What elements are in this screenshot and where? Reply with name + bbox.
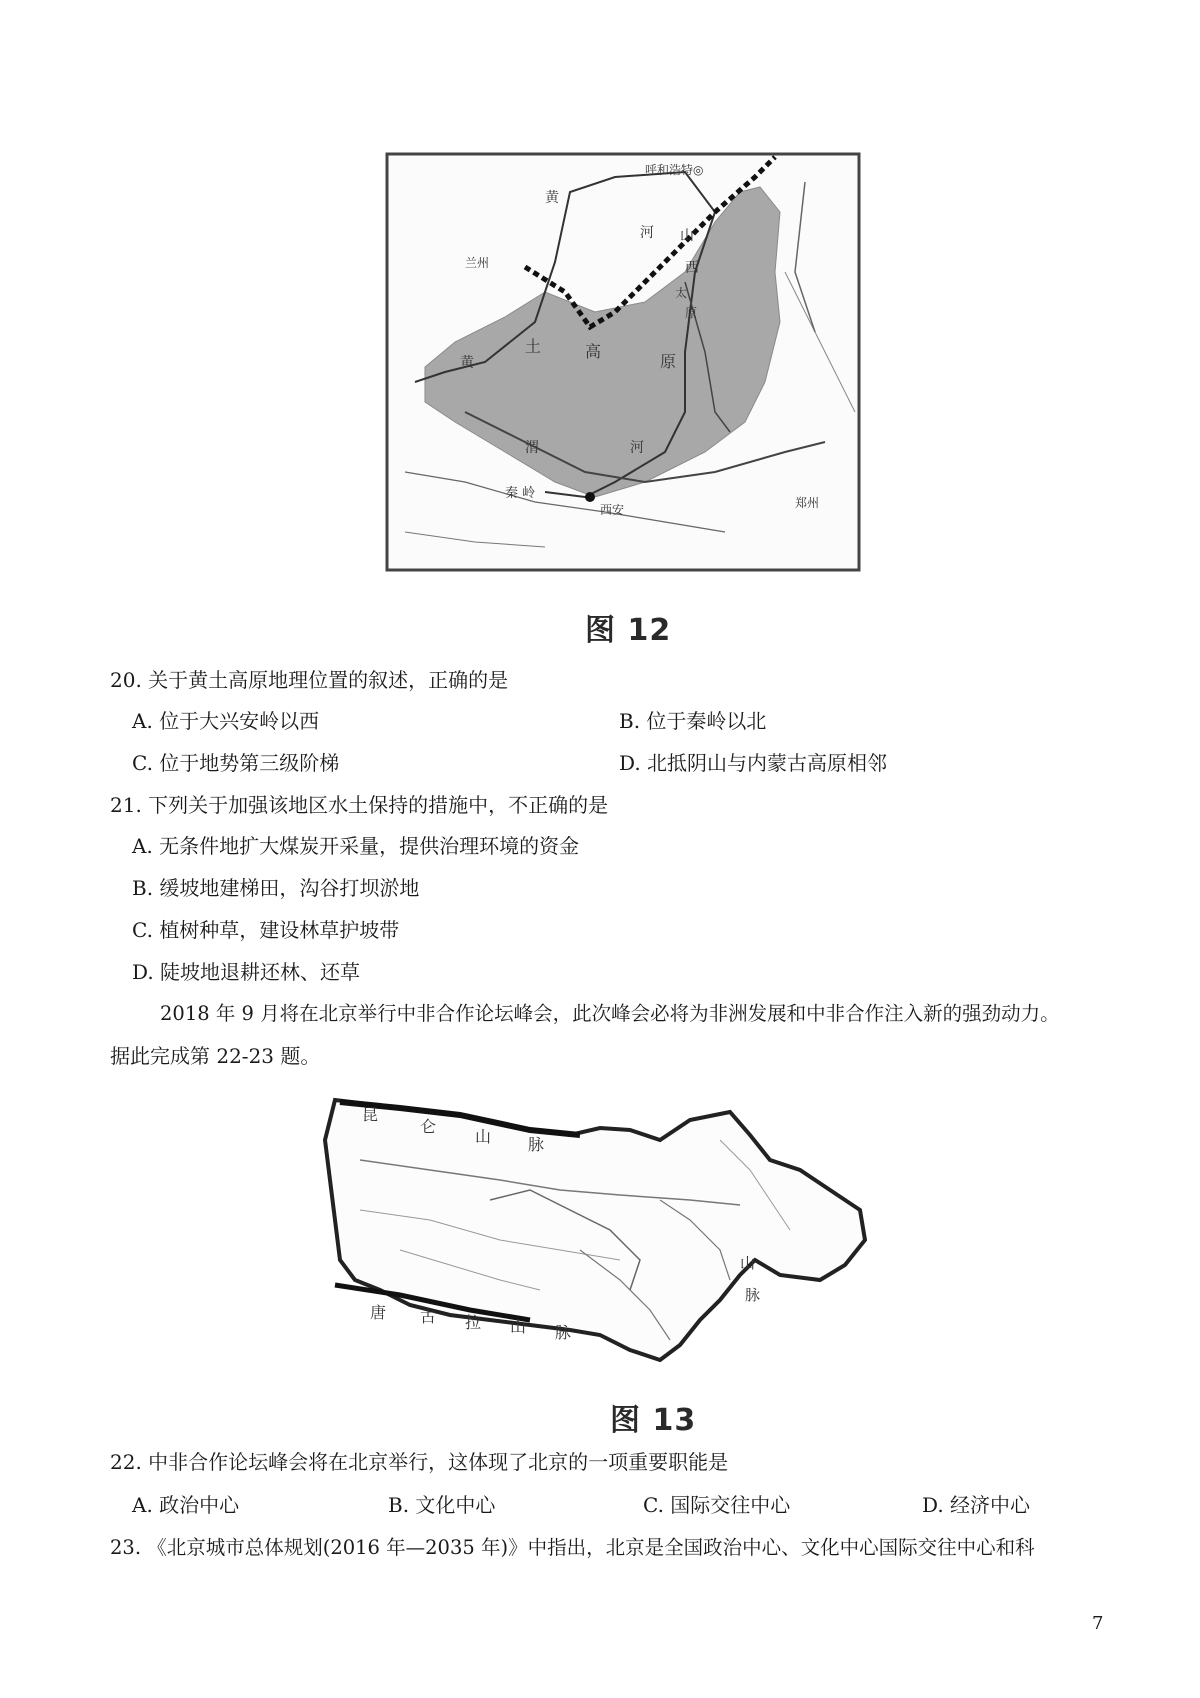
- label-lun: 仑: [420, 1117, 437, 1136]
- figure-12-caption: 图 12: [585, 613, 672, 648]
- intro-line-2: 据此完成第 22-23 题。: [110, 1044, 321, 1068]
- question-20-option-c: C. 位于地势第三级阶梯: [132, 751, 340, 775]
- page-number: 7: [1092, 1613, 1104, 1634]
- label-kun: 昆: [362, 1105, 379, 1124]
- label-yuan: 原: [685, 306, 698, 320]
- label-la: 拉: [465, 1313, 482, 1332]
- label-huang: 黄: [545, 190, 559, 206]
- label-tai: 太: [675, 286, 688, 300]
- label-huang2: 黄: [460, 355, 474, 371]
- label-shan1: 山: [475, 1127, 492, 1146]
- question-22-stem: 22. 中非合作论坛峰会将在北京举行，这体现了北京的一项重要职能是: [110, 1450, 729, 1474]
- label-qinling: 秦 岭: [505, 486, 536, 501]
- question-21-option-b: B. 缓坡地建梯田，沟谷打坝淤地: [132, 876, 420, 900]
- intro-line-1: 2018 年 9 月将在北京举行中非合作论坛峰会，此次峰会必将为非洲发展和中非合作注入新的强劲动力。: [160, 1002, 1060, 1025]
- label-he: 河: [640, 225, 654, 241]
- question-20-option-d: D. 北抵阴山与内蒙古高原相邻: [619, 751, 888, 775]
- figure-13-map: [300, 1090, 920, 1390]
- figure-12-map: [385, 152, 861, 572]
- question-22-option-d: D. 经济中心: [922, 1493, 1031, 1517]
- label-shan: 山: [680, 228, 694, 244]
- label-he2: 河: [630, 440, 644, 456]
- label-mai3: 脉: [745, 1286, 761, 1304]
- label-shan2: 山: [510, 1317, 527, 1336]
- question-21-option-a: A. 无条件地扩大煤炭开采量，提供治理环境的资金: [132, 834, 580, 858]
- label-lanzhou: 兰州: [465, 256, 490, 270]
- label-zhengzhou: 郑州: [795, 496, 820, 510]
- question-20-stem: 20. 关于黄土高原地理位置的叙述，正确的是: [110, 668, 509, 692]
- question-22-option-c: C. 国际交往中心: [643, 1493, 791, 1517]
- label-shan3: 山: [740, 1254, 756, 1272]
- question-22-option-b: B. 文化中心: [388, 1493, 496, 1517]
- label-wei: 渭: [525, 440, 539, 456]
- label-gao: 高: [585, 342, 602, 361]
- question-22-option-a: A. 政治中心: [132, 1493, 240, 1517]
- label-gu: 古: [420, 1307, 437, 1326]
- question-23-stem: 23. 《北京城市总体规划(2016 年—2035 年)》中指出，北京是全国政治中心、文化中心国际交往中心和科: [110, 1536, 1035, 1559]
- label-yuan2: 原: [660, 352, 677, 371]
- question-20-option-b: B. 位于秦岭以北: [619, 709, 767, 733]
- question-21-stem: 21. 下列关于加强该地区水土保持的措施中，不正确的是: [110, 793, 609, 817]
- label-hohhot: 呼和浩特◎: [645, 163, 704, 177]
- label-tang: 唐: [370, 1303, 387, 1322]
- label-tu: 土: [525, 337, 542, 356]
- plateau-outline: [325, 1100, 865, 1360]
- question-20-option-a: A. 位于大兴安岭以西: [132, 709, 320, 733]
- figure-13-caption: 图 13: [610, 1403, 697, 1438]
- label-xi: 西: [685, 260, 699, 276]
- question-21-option-d: D. 陡坡地退耕还林、还草: [132, 960, 361, 984]
- label-mai1: 脉: [528, 1135, 545, 1154]
- label-mai2: 脉: [555, 1323, 572, 1342]
- question-21-option-c: C. 植树种草，建设林草护坡带: [132, 918, 400, 942]
- label-xian: 西安: [600, 503, 625, 517]
